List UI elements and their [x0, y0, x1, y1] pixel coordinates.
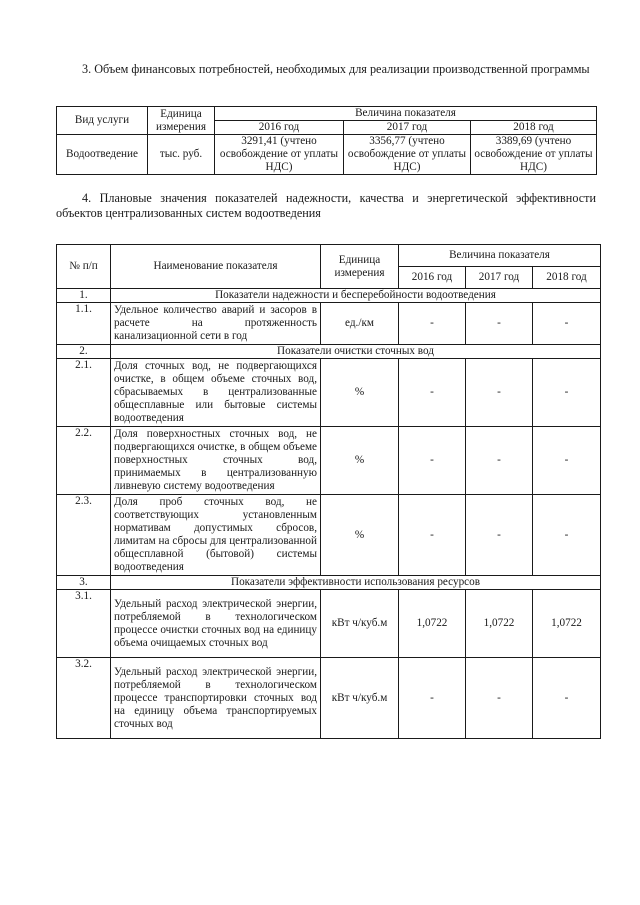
header-num: № п/п — [57, 245, 111, 289]
row-value: 1,0722 — [533, 590, 601, 658]
table-row — [57, 303, 601, 345]
header-unit: Единица измерения — [148, 107, 215, 135]
table-row — [57, 590, 601, 658]
table-row — [57, 427, 601, 495]
group-num: 2. — [57, 345, 111, 359]
group-row — [57, 345, 601, 359]
row-num: 2.2. — [57, 427, 111, 495]
financial-needs-table — [56, 106, 597, 175]
row-num: 3.2. — [57, 658, 111, 739]
group-title: Показатели эффективности использования ресурсов — [111, 576, 601, 590]
value-cell: 3389,69 (учтено освобождение от уплаты НДС) — [471, 135, 597, 175]
row-num: 2.3. — [57, 495, 111, 576]
row-value: 1,0722 — [466, 590, 533, 658]
section-3-title: 3. Объем финансовых потребностей, необходимых для реализации производственной программы — [82, 62, 590, 76]
table-row — [57, 658, 601, 739]
unit-cell: тыс. руб. — [148, 135, 215, 175]
row-num: 3.1. — [57, 590, 111, 658]
row-name: Доля поверхностных сточных вод, не подвергающихся очистке, в общем объеме поверхностных сточных вод, принимаемых в централизованную ливневую систему водоотведения — [111, 427, 321, 495]
row-value: - — [399, 495, 466, 576]
header-year: 2016 год — [399, 267, 466, 289]
header-year: 2017 год — [344, 121, 471, 135]
row-unit: ед./км — [321, 303, 399, 345]
header-service-type: Вид услуги — [57, 107, 148, 135]
row-value: - — [533, 658, 601, 739]
row-name: Удельный расход электрической энергии, потребляемой в технологическом процессе очистки сточных вод на единицу объема очищаемых сточных вод — [111, 590, 321, 658]
row-value: - — [466, 427, 533, 495]
group-row — [57, 576, 601, 590]
row-unit: % — [321, 495, 399, 576]
row-value: - — [399, 303, 466, 345]
value-cell: 3291,41 (учтено освобождение от уплаты НДС) — [215, 135, 344, 175]
row-name: Доля сточных вод, не подвергающихся очистке, в общем объеме сточных вод, сбрасываемых в централизованные общесплавные или бытовые системы водоотведения — [111, 359, 321, 427]
row-unit: кВт ч/куб.м — [321, 658, 399, 739]
row-value: 1,0722 — [399, 590, 466, 658]
row-name: Доля проб сточных вод, не соответствующих установленным нормативам допустимых сбросов, лимитам на сбросы для централизованной общесплавной (бытовой) системы водоотведения — [111, 495, 321, 576]
row-value: - — [399, 427, 466, 495]
row-unit: кВт ч/куб.м — [321, 590, 399, 658]
header-year: 2018 год — [533, 267, 601, 289]
group-title: Показатели очистки сточных вод — [111, 345, 601, 359]
row-num: 2.1. — [57, 359, 111, 427]
header-year: 2016 год — [215, 121, 344, 135]
row-value: - — [466, 303, 533, 345]
value-cell: 3356,77 (учтено освобождение от уплаты НДС) — [344, 135, 471, 175]
section-4-title: 4. Плановые значения показателей надежности, качества и энергетической эффективности объектов централизованных систем водоотведения — [56, 191, 596, 220]
row-value: - — [533, 303, 601, 345]
indicators-table — [56, 244, 601, 739]
row-value: - — [533, 495, 601, 576]
row-value: - — [533, 359, 601, 427]
header-value: Величина показателя — [215, 107, 597, 121]
row-unit: % — [321, 359, 399, 427]
header-value: Величина показателя — [399, 245, 601, 267]
row-value: - — [399, 359, 466, 427]
row-value: - — [466, 359, 533, 427]
group-num: 1. — [57, 289, 111, 303]
row-num: 1.1. — [57, 303, 111, 345]
row-value: - — [466, 495, 533, 576]
row-value: - — [533, 427, 601, 495]
header-year: 2017 год — [466, 267, 533, 289]
header-unit: Единица измерения — [321, 245, 399, 289]
header-name: Наименование показателя — [111, 245, 321, 289]
row-name: Удельный расход электрической энергии, потребляемой в технологическом процессе транспортировки сточных вод на единицу объема транспортируемых сточных вод — [111, 658, 321, 739]
header-year: 2018 год — [471, 121, 597, 135]
row-value: - — [399, 658, 466, 739]
group-title: Показатели надежности и бесперебойности водоотведения — [111, 289, 601, 303]
group-row — [57, 289, 601, 303]
row-value: - — [466, 658, 533, 739]
service-cell: Водоотведение — [57, 135, 148, 175]
table-row — [57, 495, 601, 576]
row-unit: % — [321, 427, 399, 495]
table-row — [57, 135, 597, 175]
group-num: 3. — [57, 576, 111, 590]
table-row — [57, 359, 601, 427]
row-name: Удельное количество аварий и засоров в расчете на протяженность канализационной сети в год — [111, 303, 321, 345]
